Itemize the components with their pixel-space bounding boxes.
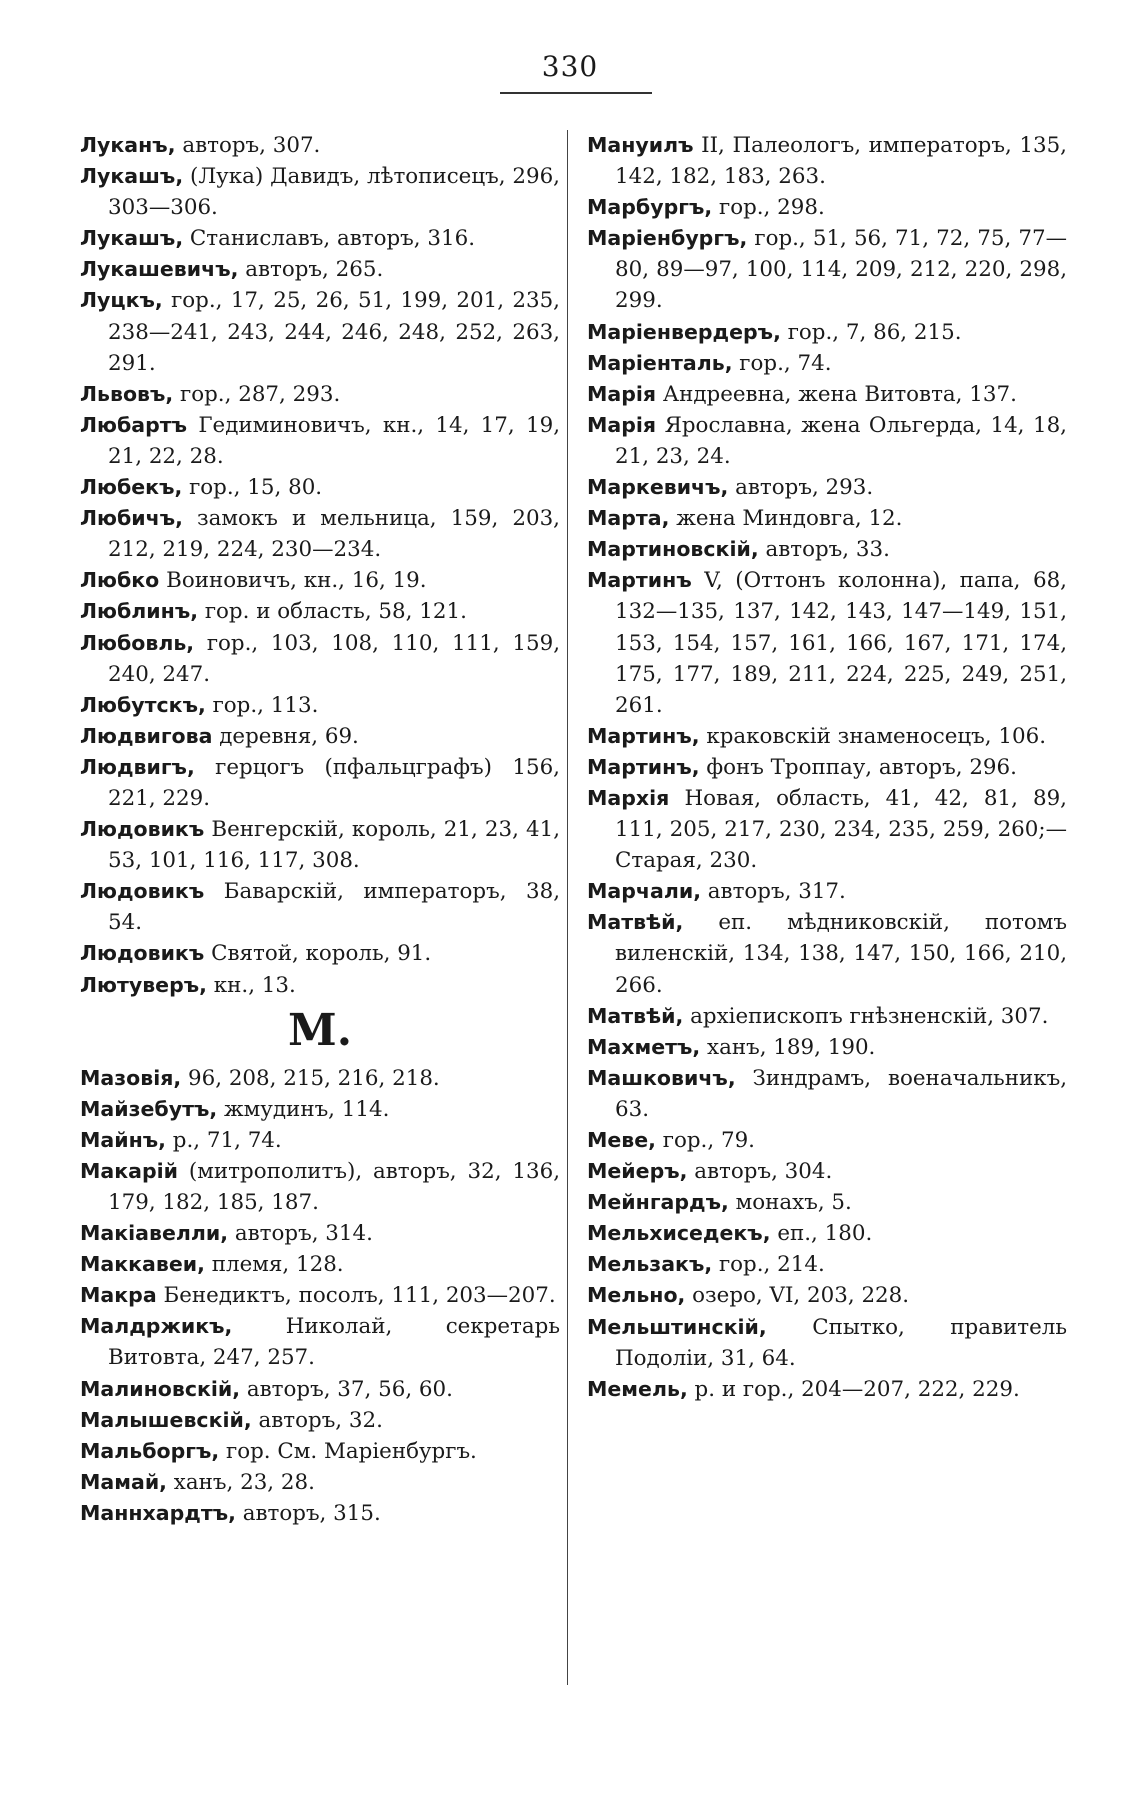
entries-group-m <box>80 1063 560 1529</box>
index-entry <box>80 596 560 627</box>
entry-headword: Марбургъ, <box>587 195 713 220</box>
index-entry <box>587 534 1067 565</box>
index-entry <box>80 410 560 472</box>
entry-headword: Мартинъ <box>587 568 692 593</box>
entry-headword: Маріенвердеръ, <box>587 319 781 344</box>
index-entry <box>587 223 1067 316</box>
entry-headword: Мартинъ, <box>587 754 700 779</box>
entry-headword: Малдржикъ, <box>80 1314 233 1339</box>
entry-headword: Мархія <box>587 785 670 810</box>
entry-text: V, (Оттонъ колонна), папа, 68, 132—135, 137, 142, 143, 147—149, 151, 153, 154, 157, 161, 166, 167, 171, 174, 175, 177, 189, 211, 224, 225, 249, 251, 261. <box>615 568 1067 718</box>
entry-text: фонъ Троппау, авторъ, 296. <box>706 754 1017 780</box>
entry-headword: Маннхардтъ, <box>80 1500 236 1525</box>
index-entry <box>587 1218 1067 1249</box>
entry-text: озеро, VI, 203, 228. <box>692 1283 910 1309</box>
entry-text: р., 71, 74. <box>172 1127 282 1153</box>
entry-text: гор., 113. <box>212 692 319 718</box>
entry-headword: Меве, <box>587 1128 656 1152</box>
entry-headword: Марія <box>587 381 657 406</box>
index-entry <box>80 1094 560 1125</box>
entry-text: гор., 214. <box>718 1252 825 1278</box>
index-entry <box>80 721 560 752</box>
entry-text: (митрополитъ), авторъ, 32, 136, 179, 182, 185, 187. <box>108 1158 560 1215</box>
index-entry <box>80 690 560 721</box>
entry-headword: Мейнгардъ, <box>587 1190 729 1215</box>
entry-text: архіепископъ гнѣзненскій, 307. <box>690 1003 1049 1029</box>
index-entry <box>587 1187 1067 1218</box>
entry-headword: Луцкъ, <box>80 288 163 313</box>
entry-headword: Мельзакъ, <box>587 1252 713 1277</box>
entry-text: гор., 15, 80. <box>189 475 323 501</box>
entry-text: Новая, область, 41, 42, 81, 89, 111, 205, 217, 230, 234, 235, 259, 260;—Старая, 230. <box>615 785 1067 874</box>
entry-headword: Лукашъ, <box>80 164 184 189</box>
entry-text: краковскій знаменосецъ, 106. <box>706 723 1047 749</box>
entry-headword: Мануилъ <box>587 133 694 157</box>
entry-text: авторъ, 304. <box>694 1159 833 1185</box>
entry-text: гор., 17, 25, 26, 51, 199, 201, 235, 238—241, 243, 244, 246, 248, 252, 263, 291. <box>108 288 560 376</box>
entry-headword: Мартинъ, <box>587 723 700 748</box>
index-entry <box>80 1311 560 1373</box>
index-entry <box>80 285 560 378</box>
entry-headword: Любекъ, <box>80 475 183 500</box>
entry-text: гор., 7, 86, 215. <box>787 319 962 345</box>
entry-headword: Мамай, <box>80 1469 167 1494</box>
entry-text: деревня, 69. <box>219 723 359 749</box>
index-entry <box>80 1063 560 1094</box>
entry-text: Гедиминовичъ, кн., 14, 17, 19, 21, 22, 28. <box>108 412 560 469</box>
index-entry <box>587 752 1067 783</box>
index-entry <box>80 379 560 410</box>
entry-text: гор., 51, 56, 71, 72, 75, 77—80, 89—97, 100, 114, 209, 212, 220, 298, 299. <box>615 226 1067 314</box>
entry-headword: Мемель, <box>587 1376 688 1401</box>
entry-text: Станиславъ, авторъ, 316. <box>189 226 475 252</box>
index-entry <box>80 503 560 565</box>
index-entry <box>80 1436 560 1467</box>
entry-text: Андреевна, жена Витовта, 137. <box>662 381 1017 407</box>
entry-text: авторъ, 317. <box>707 879 846 905</box>
entry-headword: Мазовія, <box>80 1065 182 1090</box>
index-entry <box>587 565 1067 720</box>
entry-text: Святой, король, 91. <box>211 941 432 967</box>
entry-text: жена Миндовга, 12. <box>676 506 903 532</box>
entry-text: герцогъ (пфальцграфъ) 156, 221, 229. <box>108 754 560 811</box>
index-entry <box>80 1374 560 1405</box>
index-entry <box>587 907 1067 1000</box>
index-entry <box>80 938 560 969</box>
entry-text: Воиновичъ, кн., 16, 19. <box>166 568 427 594</box>
index-entry <box>587 192 1067 223</box>
entry-headword: Марчали, <box>587 879 701 904</box>
index-entry <box>587 1032 1067 1063</box>
index-entry <box>587 721 1067 752</box>
index-entry <box>80 876 560 938</box>
index-entry <box>587 348 1067 379</box>
entry-text: Баварскій, императоръ, 38, 54. <box>108 879 560 936</box>
entry-headword: Макіавелли, <box>80 1221 229 1246</box>
index-entry <box>587 1063 1067 1125</box>
index-entry <box>587 472 1067 503</box>
index-entry <box>587 317 1067 348</box>
index-entry <box>80 970 560 1001</box>
entry-text: 96, 208, 215, 216, 218. <box>188 1065 440 1091</box>
entry-text: авторъ, 314. <box>234 1221 373 1247</box>
entry-headword: Любовль, <box>80 630 195 655</box>
entry-headword: Марта, <box>587 506 670 531</box>
entry-headword: Любутскъ, <box>80 692 206 717</box>
index-entry <box>80 130 560 161</box>
index-entry <box>587 876 1067 907</box>
index-entry <box>80 1218 560 1249</box>
entry-text: Венгерскій, король, 21, 23, 41, 53, 101, 116, 117, 308. <box>108 817 560 874</box>
entry-text: гор. См. Маріенбургъ. <box>226 1438 477 1464</box>
index-entry <box>80 223 560 254</box>
entry-text: еп., 180. <box>777 1221 873 1247</box>
entry-headword: Майзебутъ, <box>80 1096 218 1121</box>
entry-headword: Людвигъ, <box>80 754 195 779</box>
entry-headword: Марія <box>587 412 657 437</box>
entry-headword: Лукашевичъ, <box>80 257 239 282</box>
section-letter-heading: М. <box>287 1004 353 1056</box>
entry-text: ханъ, 189, 190. <box>707 1034 876 1060</box>
entry-text: авторъ, 307. <box>182 133 321 158</box>
entry-headword: Майнъ, <box>80 1127 166 1152</box>
entry-text: авторъ, 315. <box>242 1500 381 1526</box>
entry-text: (Лука) Давидъ, лѣтописецъ, 296, 303—306. <box>108 164 560 221</box>
entry-headword: Маріенталь, <box>587 350 733 375</box>
entry-text: Спытко, правитель Подоліи, 31, 64. <box>615 1314 1067 1371</box>
entry-headword: Люблинъ, <box>80 599 199 624</box>
entry-text: монахъ, 5. <box>735 1190 852 1216</box>
index-entry <box>80 1405 560 1436</box>
entry-headword: Мейеръ, <box>587 1159 688 1184</box>
index-entry <box>587 783 1067 876</box>
entry-text: авторъ, 293. <box>735 475 874 501</box>
entry-headword: Мартиновскій, <box>587 537 759 562</box>
index-column-left <box>80 130 560 1529</box>
entry-text: еп. мѣдниковскій, потомъ виленскій, 134, 138, 147, 150, 166, 210, 266. <box>615 910 1067 998</box>
index-entry <box>80 254 560 285</box>
index-entry <box>587 1249 1067 1280</box>
entry-headword: Маккавеи, <box>80 1252 205 1277</box>
index-entry <box>80 1498 560 1529</box>
entry-text: гор., 74. <box>739 350 832 376</box>
entry-text: гор., 79. <box>662 1128 755 1153</box>
entry-headword: Лукашъ, <box>80 226 184 251</box>
entry-headword: Матвѣй, <box>587 1003 684 1028</box>
entry-text: р. и гор., 204—207, 222, 229. <box>694 1376 1020 1402</box>
entry-text: племя, 128. <box>211 1252 344 1278</box>
entry-text: авторъ, 37, 56, 60. <box>246 1376 453 1402</box>
entry-headword: Людовикъ <box>80 879 205 904</box>
entry-headword: Макарій <box>80 1158 179 1183</box>
page-number-rule <box>500 92 652 94</box>
entry-headword: Мальборгъ, <box>80 1438 220 1463</box>
entry-headword: Малышевскій, <box>80 1407 252 1432</box>
entry-headword: Людвигова <box>80 723 213 748</box>
entry-text: II, Палеологъ, императоръ, 135, 142, 182, 183, 263. <box>615 133 1067 190</box>
index-entry <box>80 1125 560 1156</box>
entry-text: авторъ, 265. <box>245 257 384 283</box>
index-entry <box>80 565 560 596</box>
entry-headword: Машковичъ, <box>587 1065 736 1090</box>
index-entry <box>587 379 1067 410</box>
index-entry <box>587 1156 1067 1187</box>
entry-headword: Любартъ <box>80 412 188 437</box>
page-number: 330 <box>541 50 599 83</box>
index-entry <box>80 161 560 223</box>
index-entry <box>80 1156 560 1218</box>
entry-headword: Мельхиседекъ, <box>587 1221 771 1246</box>
index-entry <box>587 1001 1067 1032</box>
index-entry <box>80 814 560 876</box>
index-entry <box>587 410 1067 472</box>
entry-text: авторъ, 32. <box>258 1407 383 1433</box>
entry-text: Николай, секретарь Витовта, 247, 257. <box>108 1314 560 1371</box>
entry-headword: Маркевичъ, <box>587 475 729 500</box>
index-column-right <box>587 130 1067 1405</box>
index-entry <box>587 503 1067 534</box>
entry-headword: Львовъ, <box>80 381 174 406</box>
entry-text: ханъ, 23, 28. <box>173 1469 315 1495</box>
entry-text: авторъ, 33. <box>765 537 890 563</box>
entry-headword: Людовикъ <box>80 817 205 842</box>
entry-text: гор., 287, 293. <box>180 381 341 407</box>
entry-headword: Мельштинскій, <box>587 1314 767 1339</box>
entry-text: гор., 298. <box>718 195 825 221</box>
column-divider <box>567 130 568 1685</box>
entry-headword: Матвѣй, <box>587 910 684 935</box>
entry-headword: Любко <box>80 568 160 593</box>
index-entry <box>80 472 560 503</box>
index-entry <box>80 1467 560 1498</box>
entry-text: гор., 103, 108, 110, 111, 159, 240, 247. <box>108 630 560 687</box>
index-entry <box>587 130 1067 192</box>
index-entry <box>587 1312 1067 1374</box>
index-entry <box>80 628 560 690</box>
entry-headword: Луканъ, <box>80 133 176 157</box>
index-entry <box>587 1374 1067 1405</box>
index-entry <box>80 752 560 814</box>
index-entry <box>80 1249 560 1280</box>
entry-text: Бенедиктъ, посолъ, 111, 203—207. <box>163 1283 556 1309</box>
index-entry <box>80 1280 560 1311</box>
entry-text: жмудинъ, 114. <box>223 1096 390 1122</box>
entry-headword: Людовикъ <box>80 941 205 966</box>
entries-group-l <box>80 130 560 1001</box>
entry-text: замокъ и мельница, 159, 203, 212, 219, 224, 230—234. <box>108 506 560 563</box>
entry-headword: Мельно, <box>587 1283 686 1308</box>
entry-headword: Махметъ, <box>587 1034 701 1059</box>
entry-headword: Маріенбургъ, <box>587 226 748 251</box>
entry-headword: Лютуверъ, <box>80 972 207 997</box>
index-entry <box>587 1125 1067 1156</box>
entry-text: кн., 13. <box>213 972 296 998</box>
entry-text: Ярославна, жена Ольгерда, 14, 18, 21, 23, 24. <box>615 412 1067 469</box>
entry-headword: Любичъ, <box>80 506 183 531</box>
index-entry <box>587 1280 1067 1311</box>
entry-headword: Макра <box>80 1283 157 1308</box>
entry-headword: Малиновскій, <box>80 1376 241 1401</box>
entry-text: гор. и область, 58, 121. <box>204 599 467 625</box>
entry-text: Зиндрамъ, военачальникъ, 63. <box>615 1065 1067 1122</box>
